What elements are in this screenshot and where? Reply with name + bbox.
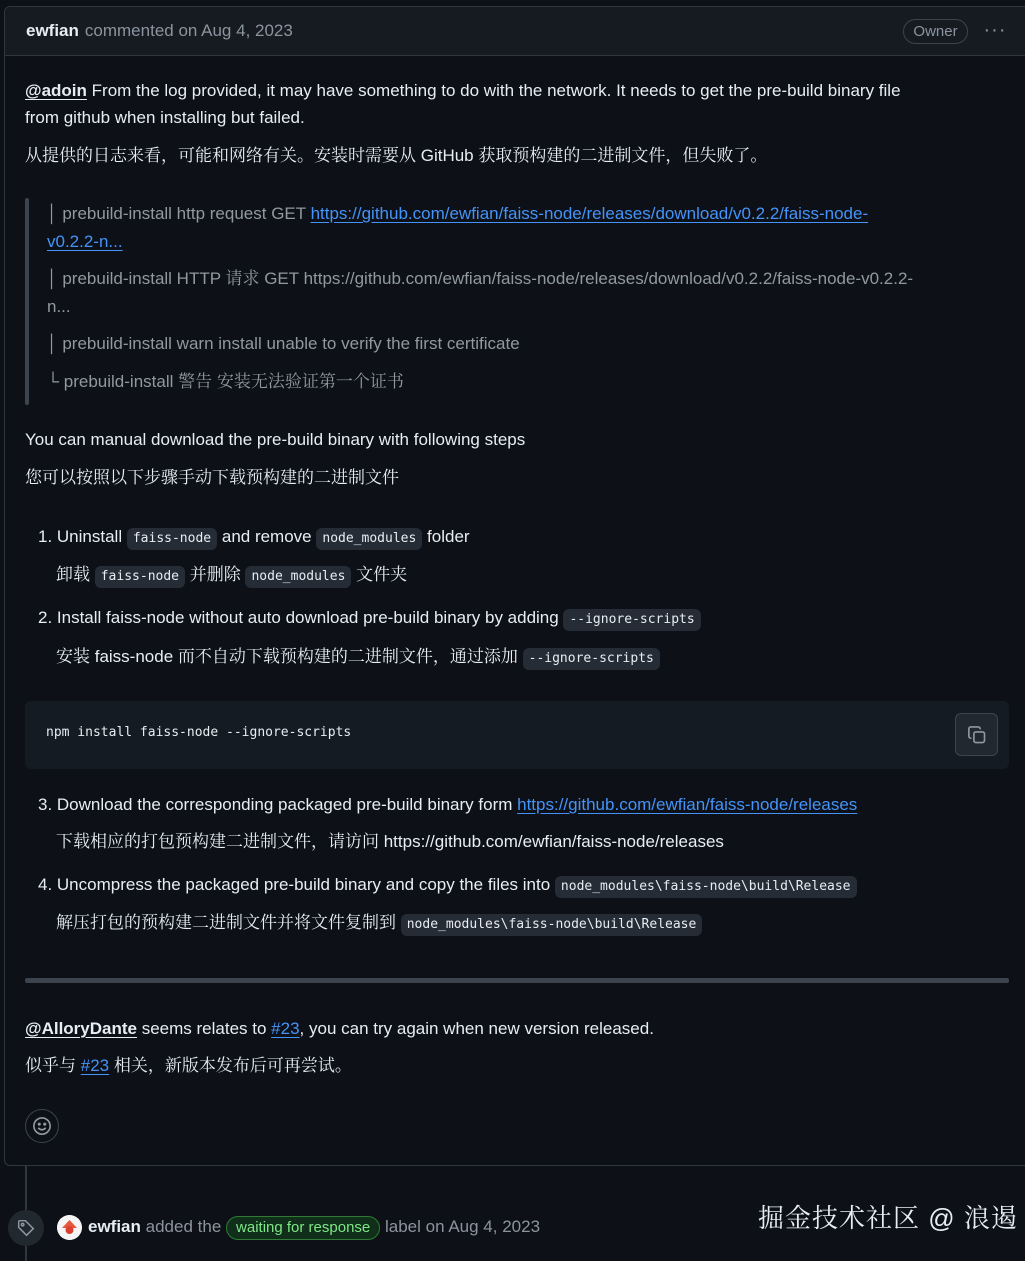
owner-badge: Owner: [903, 19, 968, 44]
paragraph-zh: 从提供的日志来看，可能和网络有关。安装时需要从 GitHub 获取预构建的二进制文件，但失败了。: [25, 146, 768, 165]
step-1-en: 1. Uninstall faiss-node and remove node_modules folder: [38, 524, 470, 550]
quote-line-1: │ prebuild-install http request GET https://github.com/ewfian/faiss-node/releases/download/v0.2.2/faiss-node-: [47, 204, 869, 223]
releases-link[interactable]: https://github.com/ewfian/faiss-node/releases: [517, 795, 858, 814]
comment-timestamp[interactable]: commented on Aug 4, 2023: [84, 21, 293, 40]
avatar-image: [57, 1215, 82, 1240]
quote-line-4: └ prebuild-install 警告 安装无法验证第一个证书: [47, 372, 404, 391]
step-1-zh: 卸载 faiss-node 并删除 node_modules 文件夹: [56, 562, 407, 588]
step-2-zh: 安装 faiss-node 而不自动下载预构建的二进制文件，通过添加 --ignore-scripts: [56, 644, 660, 670]
mention-allorydante[interactable]: @AlloryDante: [25, 1019, 137, 1038]
issue-link-23[interactable]: #23: [271, 1019, 300, 1038]
code-block-text[interactable]: npm install faiss-node --ignore-scripts: [46, 725, 352, 740]
inline-code: node_modules: [316, 528, 422, 550]
paragraph2-en: @AlloryDante seems relates to #23, you can try again when new version released.: [25, 1019, 654, 1038]
watermark: 掘金技术社区 @ 浪遏: [758, 1203, 1018, 1233]
steps-intro-en: You can manual download the pre-build binary with following steps: [25, 430, 526, 449]
steps-intro-zh: 您可以按照以下步骤手动下载预构建的二进制文件: [25, 468, 399, 487]
quote-line-2b: n...: [47, 297, 71, 316]
add-reaction-button[interactable]: [25, 1109, 59, 1143]
inline-code: node_modules\faiss-node\build\Release: [555, 876, 857, 898]
inline-code: faiss-node: [95, 566, 185, 588]
waiting-for-response-label[interactable]: waiting for response: [226, 1216, 380, 1240]
inline-code: node_modules\faiss-node\build\Release: [401, 914, 703, 936]
inline-code: --ignore-scripts: [523, 648, 660, 670]
timeline-event-text: ewfian added the waiting for response label on Aug 4, 2023: [88, 1214, 540, 1240]
step-4-zh: 解压打包的预构建二进制文件并将文件复制到 node_modules\faiss-node\build\Release: [56, 910, 702, 936]
release-download-link[interactable]: https://github.com/ewfian/faiss-node/releases/download/v0.2.2/faiss-node-: [310, 204, 869, 223]
step-2-en: 2. Install faiss-node without auto download pre-build binary by adding --ignore-scripts: [38, 605, 701, 631]
copy-button[interactable]: [955, 713, 998, 756]
event-author[interactable]: ewfian: [88, 1217, 141, 1236]
quote-line-3: │ prebuild-install warn install unable to verify the first certificate: [47, 334, 520, 353]
avatar[interactable]: [57, 1215, 82, 1240]
release-download-link-cont[interactable]: v0.2.2-n...: [47, 232, 123, 251]
timeline-badge: [8, 1210, 44, 1246]
quote-line-1b: [47, 229, 123, 255]
copy-icon: [967, 725, 987, 745]
inline-code: faiss-node: [127, 528, 217, 550]
step-3-en: 3. Download the corresponding packaged pre-build binary form https://github.com/ewfian/faiss-node/releases: [38, 795, 858, 814]
mention-adoin[interactable]: @adoin: [25, 81, 87, 100]
blockquote-bar: [25, 198, 29, 405]
comment-author[interactable]: ewfian: [26, 21, 79, 40]
horizontal-rule: [25, 978, 1009, 983]
tag-icon: [17, 1219, 35, 1237]
more-options-icon[interactable]: ···: [983, 18, 1007, 41]
paragraph-en-line1: @adoin From the log provided, it may have something to do with the network. It needs to get the pre-build binary file: [25, 81, 901, 100]
code-block: [25, 701, 1009, 769]
inline-code: --ignore-scripts: [563, 609, 700, 631]
comment-header: [5, 7, 1025, 56]
issue-link-23-zh[interactable]: #23: [80, 1056, 110, 1075]
step-3-zh: 下载相应的打包预构建二进制文件，请访问 https://github.com/ewfian/faiss-node/releases: [56, 832, 724, 851]
paragraph-en-line2: from github when installing but failed.: [25, 108, 305, 127]
smiley-icon: [32, 1116, 52, 1136]
inline-code: node_modules: [245, 566, 351, 588]
step-4-en: 4. Uncompress the packaged pre-build binary and copy the files into node_modules\faiss-node\build\Release: [38, 872, 857, 898]
quote-line-2: │ prebuild-install HTTP 请求 GET https://github.com/ewfian/faiss-node/releases/download/v0.2.2/faiss-node-v0.2.2-: [47, 269, 914, 288]
paragraph2-zh: 似乎与 #23 相关，新版本发布后可再尝试。: [25, 1056, 352, 1075]
